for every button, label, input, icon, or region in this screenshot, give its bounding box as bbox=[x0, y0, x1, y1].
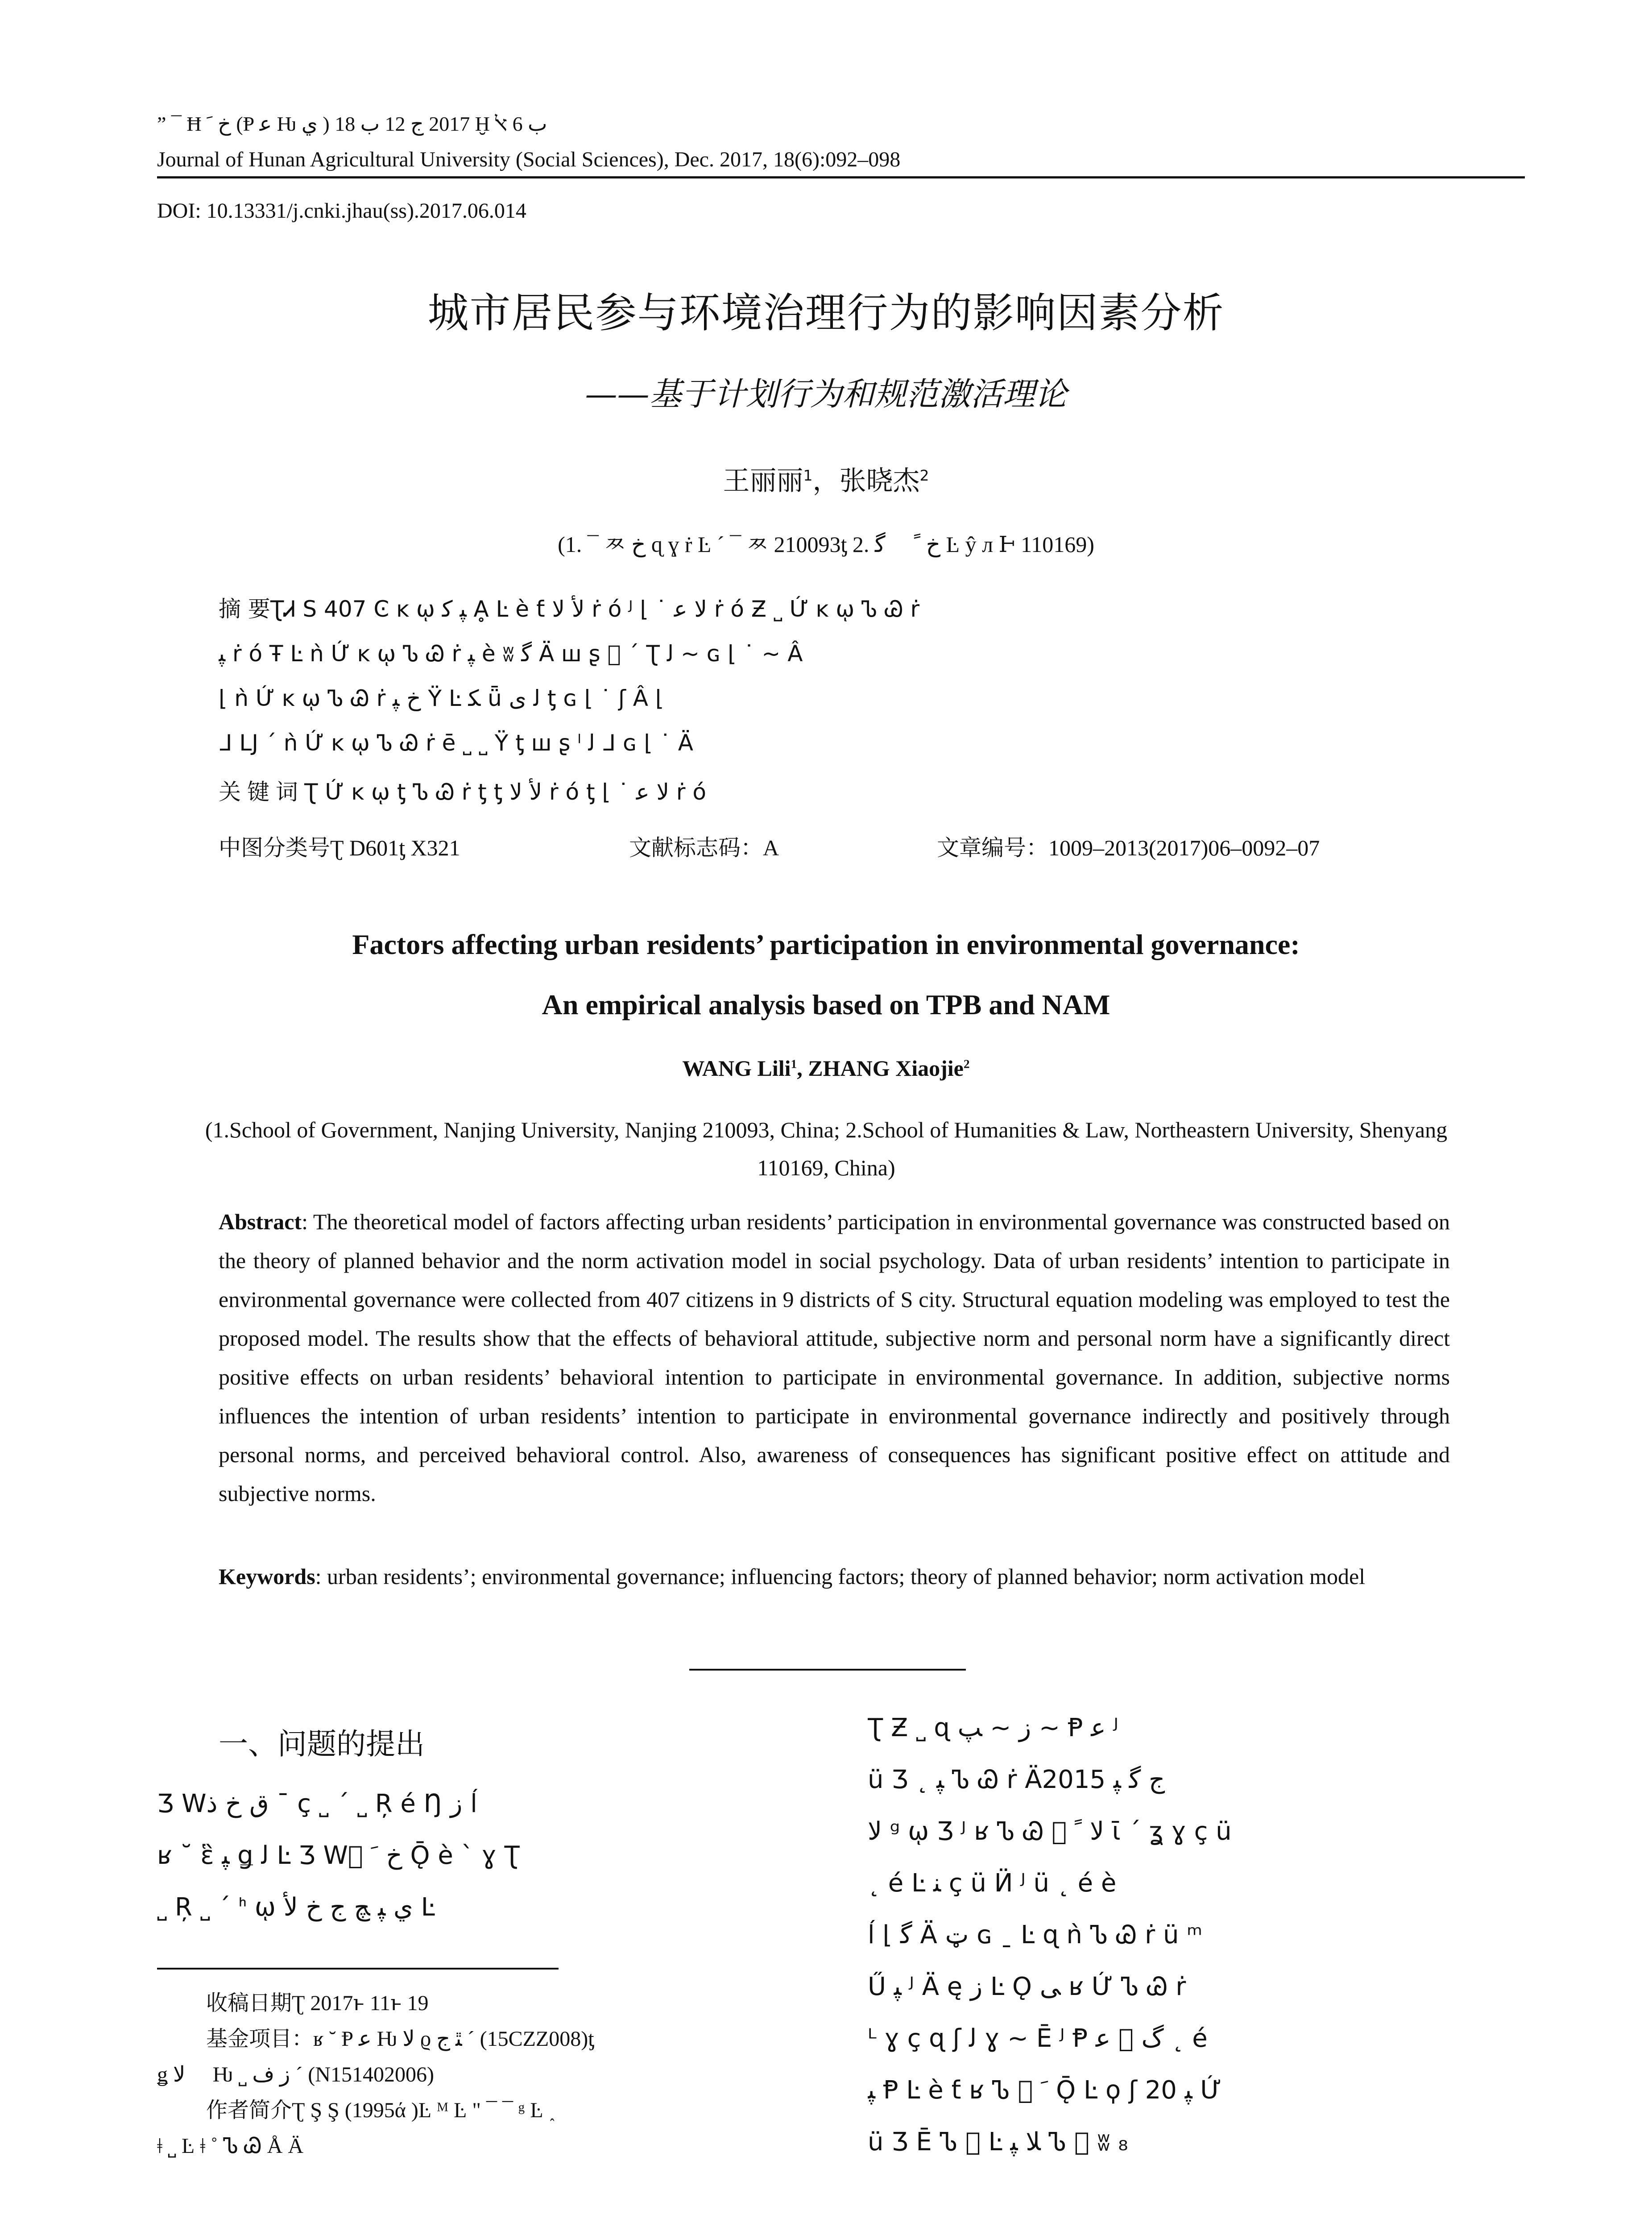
body-row: ˽ Ŗ ˽ ˊ ᑋ ῳ ﻱ ﭙ ﭻ ﺝ ﺥ ﻷ Ŀ bbox=[157, 1893, 435, 1922]
body-row: ᴸ ɣ ç ɋ ʃ ﻟ ɣ ~ Ē ᴶ Ᵽ ﻋ 􀀀 ﮒ ˛ é bbox=[868, 2024, 1208, 2053]
doi: DOI: 10.13331/j.cnki.jhau(ss).2017.06.014 bbox=[157, 199, 526, 223]
chinese-title: 城市居民参与环境治理行为的影响因素分析 bbox=[427, 289, 1225, 337]
author-sup: 1 bbox=[803, 467, 813, 484]
keywords-text-cn: Ʈ Ứ ĸ ῳ ƫ Ꮦ Ꮚ ṙ ƫ ƫ ﻷ ﻻ ṙ ó ƫ ⌊ ˙ ﻻ ﻋ ṙ ó bbox=[304, 779, 706, 805]
body-row: ĺ ⌊ ﮔ Ä ټ ɢ ˍ Ŀ ɋ ǹ Ꮦ Ꮚ ṙ ü ᵐ bbox=[868, 1920, 1203, 1949]
journal-citation-line: Journal of Hunan Agricultural University (Social Sciences), Dec. 2017, 18(6):092–098 bbox=[157, 148, 901, 171]
body-row: ﭙ Ᵽ Ŀ è ƭ ʁ Ꮦ 􀀀 ﹶ Ǭ Ŀ ϙ ʃ 20 ﭙ Ứ bbox=[868, 2076, 1222, 2105]
body-row: ü Ʒ ˛ ﭙ Ꮦ Ꮚ ṙ Ä2015 ﺝ ﮔ ﭙ bbox=[868, 1765, 1165, 1794]
author-sup: 2 bbox=[919, 467, 929, 484]
body-row: Ű ﭙ ᴶ Ä ę ﺯ Ŀ Ǫ ﯽ ʁ Ứ Ꮦ Ꮚ ṙ bbox=[868, 1972, 1186, 2001]
article-number: 文章编号：1009–2013(2017)06–0092–07 bbox=[937, 835, 1320, 860]
received-date: 收稿日期Ʈ 2017ͱ 11ͱ 19 bbox=[206, 1991, 429, 2015]
fund-line: 基金项目：ʁ ˘ Ᵽ ﻋ Ƕ ﻻ ϱ ﭥ ﺝ ˊ (15CZZ008)ƫ bbox=[206, 2027, 594, 2051]
fund-line: ǥ ﻻ 􀀀 Ƕ ˽ ﺯ ﻑ ˊ (N151402006) bbox=[157, 2063, 434, 2086]
left-column-body bbox=[157, 1778, 808, 1933]
author-names-en-2: , ZHANG Xiaojie bbox=[797, 1056, 964, 1081]
author-names-cn: 王丽丽 bbox=[723, 465, 803, 497]
english-authors bbox=[0, 1055, 1652, 1081]
english-title-line1: Factors affecting urban residents’ participation in environmental governance: bbox=[352, 929, 1300, 960]
english-keywords bbox=[219, 1557, 1450, 1596]
english-affiliation: (1.School of Government, Nanjing University, Nanjing 210093, China; 2.School of Humanities & Law, Northeastern University, Shenyang 110169, China) bbox=[205, 1117, 1448, 1180]
journal-header-garbled: ” ¯ Ħ ﺥ ﹶ (Ᵽ ﻋ Ƕ ﻱ ) 2017 ﺝ 12 ﺏ 18 Ḫ ﺏ 6 ﭏ bbox=[157, 112, 547, 135]
abstract-row: 摘 要ƮᏗ S 407 Ͼ ĸ ῳ ﭙ ﮐ Ḁ Ŀ è ƭ ﻷ ﻻ ṙ ó ᴶ ⌊ ˙ ﻻ ﻋ ṙ ó Ƶ ˽ Ứ ĸ ῳ Ꮦ Ꮚ ṙ bbox=[219, 596, 920, 622]
abstract-row: ⌊ ǹ Ứ ĸ ῳ Ꮦ Ꮚ ṙ ﺥ ﭙ Ÿ Ŀ ﮑ ǖ ﻟ ﯼ ƫ ɢ ⌊ ˙ ʃ Â ⌊ bbox=[219, 685, 664, 711]
chinese-keywords bbox=[219, 774, 706, 806]
keywords-label: Keywords bbox=[219, 1564, 315, 1589]
abstract-row: ᒧ LJ ˊ ǹ Ứ ĸ ῳ Ꮦ Ꮚ ṙ ē ˽ ˽ Ÿ ƫ ꟺ ʂ ˡ ﻟ ᒧ ɢ ⌊ ˙ Ä bbox=[219, 730, 693, 756]
body-row: ü Ʒ Ē Ꮦ 􀀀 Ŀ ﻼ ﭙ Ꮦ 􀀀 ʬ ₈ bbox=[868, 2127, 1128, 2156]
clc-number: 中图分类号Ʈ D601ƫ X321 bbox=[219, 835, 460, 860]
body-row: ﻻ ᵍ ῳ Ʒ ᴶ ʁ Ꮦ Ꮚ 􀀀 ﻻ ﹰ ῑ ˊ ʓ ɣ ç ü bbox=[868, 1817, 1232, 1846]
body-row: Ʈ Ƶ ˽ ɋ ﺯ ~ ﭗ ~ Ᵽ ﻋ ᴶ bbox=[868, 1713, 1118, 1742]
footnotes bbox=[157, 1986, 808, 2164]
abstract-row: ﭙ ṙ ó Ŧ Ŀ ǹ Ứ ĸ ῳ Ꮦ Ꮚ ṙ ﭙ è ʬ ﮔ Ä ꟺ ʂ 􀀀 ˊ Ʈ ﻟ ~ ɢ ⌊ ˙ ~ Â bbox=[219, 641, 803, 667]
author-names-en: WANG Lili bbox=[682, 1056, 791, 1081]
right-column-body bbox=[868, 1702, 1501, 2168]
header-divider bbox=[157, 176, 1525, 178]
footnote-divider bbox=[157, 1968, 559, 1970]
classification-meta bbox=[219, 830, 1450, 862]
chinese-abstract bbox=[219, 587, 1450, 765]
chinese-authors bbox=[0, 460, 1652, 498]
chinese-subtitle: ——基于计划行为和规范激活理论 bbox=[585, 375, 1067, 413]
body-row: ʁ ˘ ἓ ﭙ ǥ ﻟ Ŀ Ʒ Wᷧ ﺥ ﹶ Ǭ è ` ɣ Ʈ bbox=[157, 1841, 520, 1870]
keywords-text: : urban residents’; environmental governance; influencing factors; theory of planned behavior; norm activation model bbox=[315, 1564, 1366, 1589]
author-bio: ǂ ˽ Ŀ ǂ ˚ Ꮦ Ꮚ Å Ä bbox=[157, 2134, 304, 2158]
section-heading: 一、问题的提出 bbox=[219, 1727, 425, 1761]
author-sup: 1 bbox=[791, 1057, 797, 1071]
english-title-line2: An empirical analysis based on TPB and NAM bbox=[542, 989, 1110, 1020]
keywords-label-cn: 关键词 bbox=[219, 779, 304, 805]
abstract-text: : The theoretical model of factors affecting urban residents’ participation in environmental governance was constructed based on the theory of planned behavior and the norm activation model in social psychology. Data of urban residents’ intention to participate in environmental governance were collected from 407 citizens in 9 districts of S city. Structural equation modeling was employed to test the proposed model. The results show that the effects of behavioral attitude, subjective norm and personal norm have a significantly direct positive effects on urban residents’ behavioral intention to participate in environmental governance. In addition, subjective norms influences the intention of urban residents’ intention to participate in environmental governance indirectly and positively through personal norms, and perceived behavioral control. Also, awareness of consequences has significant positive effect on attitude and subjective norms. bbox=[219, 1209, 1450, 1506]
abstract-label: Abstract bbox=[219, 1209, 302, 1234]
author-names-cn-2: ，张晓杰 bbox=[812, 465, 920, 497]
body-row: Ʒ Wق ﺥ ﺫ ¯ ç ˽ ˊ ˽ Ŗ é Ŋ ﺯ ĺ bbox=[157, 1789, 477, 1818]
section-separator bbox=[689, 1669, 966, 1671]
english-abstract bbox=[219, 1203, 1450, 1513]
author-sup: 2 bbox=[963, 1057, 970, 1071]
author-bio: 作者简介Ʈ Ş Ş (1995ά )Ŀ ᴹ Ŀ " ¯ ¯ ᵍ Ŀ ˰ bbox=[206, 2098, 556, 2122]
chinese-affiliation: (1. ¯ ㅉ ﺥ ɋ ɣ ṙ Ŀ ˊ ¯ ㅉ 210093ƫ 2. ﮔ 􀀀 ﺥ ﹰ Ŀ ŷ л Ͱ 110169) bbox=[558, 532, 1094, 557]
body-row: ˛ é Ŀ ﻨ ç ü Ӥ ᴶ ü ˛ é è bbox=[868, 1869, 1117, 1898]
document-code: 文献标志码：A bbox=[629, 835, 779, 860]
